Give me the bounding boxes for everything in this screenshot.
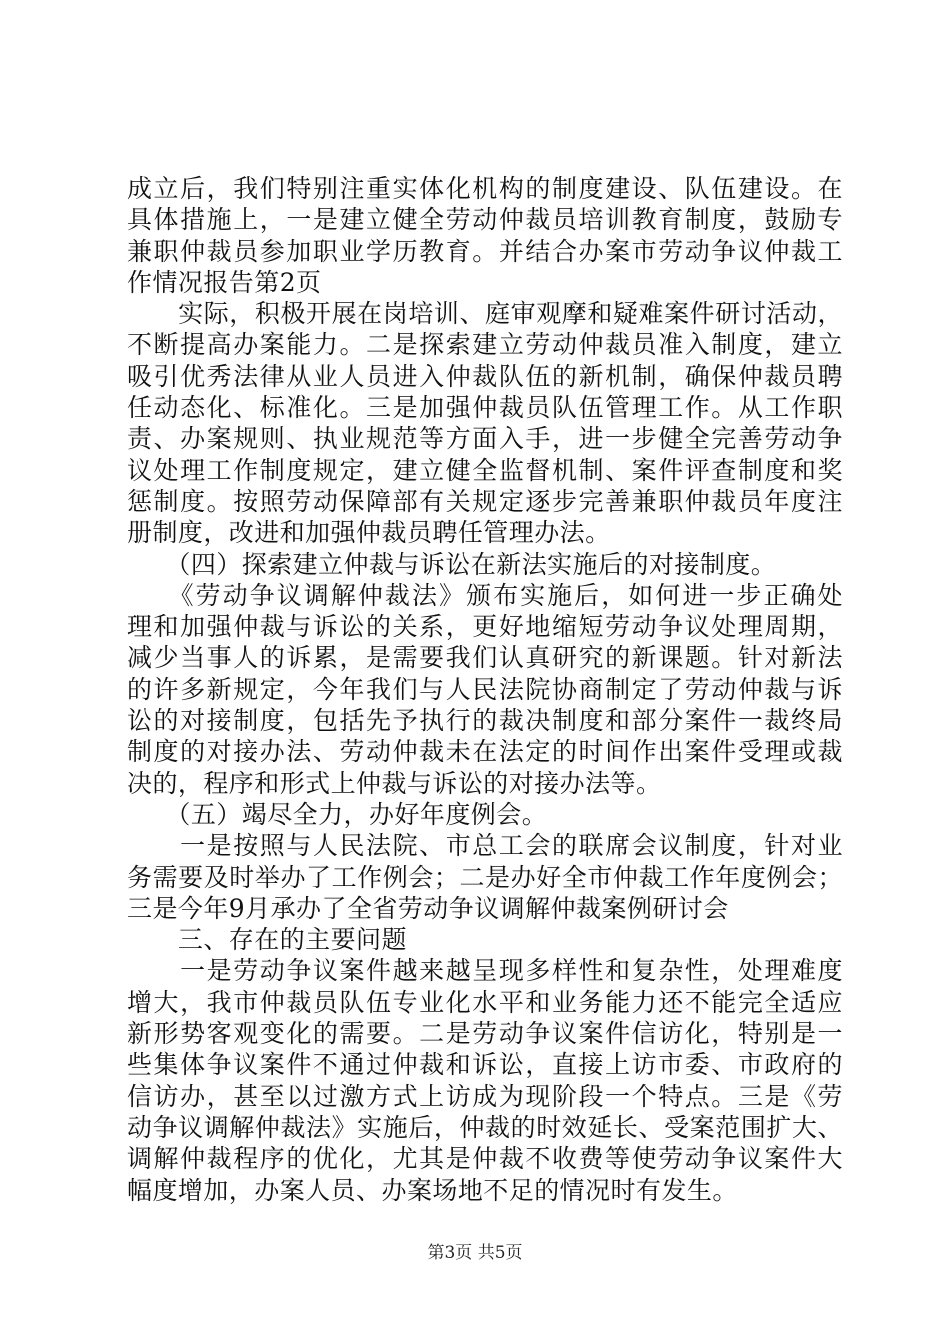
text-line: 三是今年9月承办了全省劳动争议调解仲裁案例研讨会 bbox=[127, 893, 729, 923]
text-line: 些集体争议案件不通过仲裁和诉讼，直接上访市委、市政府的 bbox=[127, 1050, 843, 1080]
text-line: 议处理工作制度规定，建立健全监督机制、案件评查制度和奖 bbox=[127, 455, 843, 485]
text-line: 不断提高办案能力。二是探索建立劳动仲裁员准入制度，建立 bbox=[127, 330, 843, 360]
text-line: 兼职仲裁员参加职业学历教育。并结合办案市劳动争议仲裁工 bbox=[127, 236, 843, 266]
text-line: 幅度增加，办案人员、办案场地不足的情况时有发生。 bbox=[127, 1175, 738, 1205]
page-footer: 第3页 共5页 bbox=[427, 1243, 523, 1263]
text-line: 讼的对接制度，包括先予执行的裁决制度和部分案件一裁终局 bbox=[127, 706, 843, 736]
text-line: 新形势客观变化的需要。二是劳动争议案件信访化，特别是一 bbox=[127, 1019, 843, 1049]
text-line: 增大，我市仲裁员队伍专业化水平和业务能力还不能完全适应 bbox=[127, 987, 843, 1017]
text-line: 实际，积极开展在岗培训、庭审观摩和疑难案件研讨活动， bbox=[127, 299, 843, 329]
text-line: 责、办案规则、执业规范等方面入手，进一步健全完善劳动争 bbox=[127, 424, 843, 454]
text-line: （四）探索建立仲裁与诉讼在新法实施后的对接制度。 bbox=[127, 549, 777, 579]
text-line: 动争议调解仲裁法》实施后，仲裁的时效延长、受案范围扩大、 bbox=[127, 1112, 843, 1142]
text-line: 惩制度。按照劳动保障部有关规定逐步完善兼职仲裁员年度注 bbox=[127, 486, 843, 516]
text-line: 任动态化、标准化。三是加强仲裁员队伍管理工作。从工作职 bbox=[127, 393, 843, 423]
text-line: 册制度，改进和加强仲裁员聘任管理办法。 bbox=[127, 518, 611, 548]
text-line: 三、存在的主要问题 bbox=[127, 925, 407, 955]
text-line: 一是按照与人民法院、市总工会的联席会议制度，针对业 bbox=[127, 831, 843, 861]
text-line: 务需要及时举办了工作例会；二是办好全市仲裁工作年度例会； bbox=[127, 862, 843, 892]
text-line: （五）竭尽全力，办好年度例会。 bbox=[127, 799, 548, 829]
document-body bbox=[127, 173, 843, 1206]
text-line: 《劳动争议调解仲裁法》颁布实施后，如何进一步正确处 bbox=[127, 580, 843, 610]
text-line: 的许多新规定，今年我们与人民法院协商制定了劳动仲裁与诉 bbox=[127, 674, 843, 704]
text-line: 理和加强仲裁与诉讼的关系，更好地缩短劳动争议处理周期， bbox=[127, 612, 843, 642]
text-line: 具体措施上，一是建立健全劳动仲裁员培训教育制度，鼓励专 bbox=[127, 205, 843, 235]
text-line: 吸引优秀法律从业人员进入仲裁队伍的新机制，确保仲裁员聘 bbox=[127, 361, 843, 391]
text-line: 成立后，我们特别注重实体化机构的制度建设、队伍建设。在 bbox=[127, 174, 843, 203]
text-line: 信访办，甚至以过激方式上访成为现阶段一个特点。三是《劳 bbox=[127, 1081, 843, 1111]
text-line: 作情况报告第2页 bbox=[127, 267, 322, 297]
text-line: 一是劳动争议案件越来越呈现多样性和复杂性，处理难度 bbox=[127, 956, 843, 986]
text-line: 减少当事人的诉累，是需要我们认真研究的新课题。针对新法 bbox=[127, 643, 843, 673]
text-line: 制度的对接办法、劳动仲裁未在法定的时间作出案件受理或裁 bbox=[127, 737, 843, 767]
text-line: 决的，程序和形式上仲裁与诉讼的对接办法等。 bbox=[127, 768, 662, 798]
text-line: 调解仲裁程序的优化，尤其是仲裁不收费等使劳动争议案件大 bbox=[127, 1144, 843, 1174]
